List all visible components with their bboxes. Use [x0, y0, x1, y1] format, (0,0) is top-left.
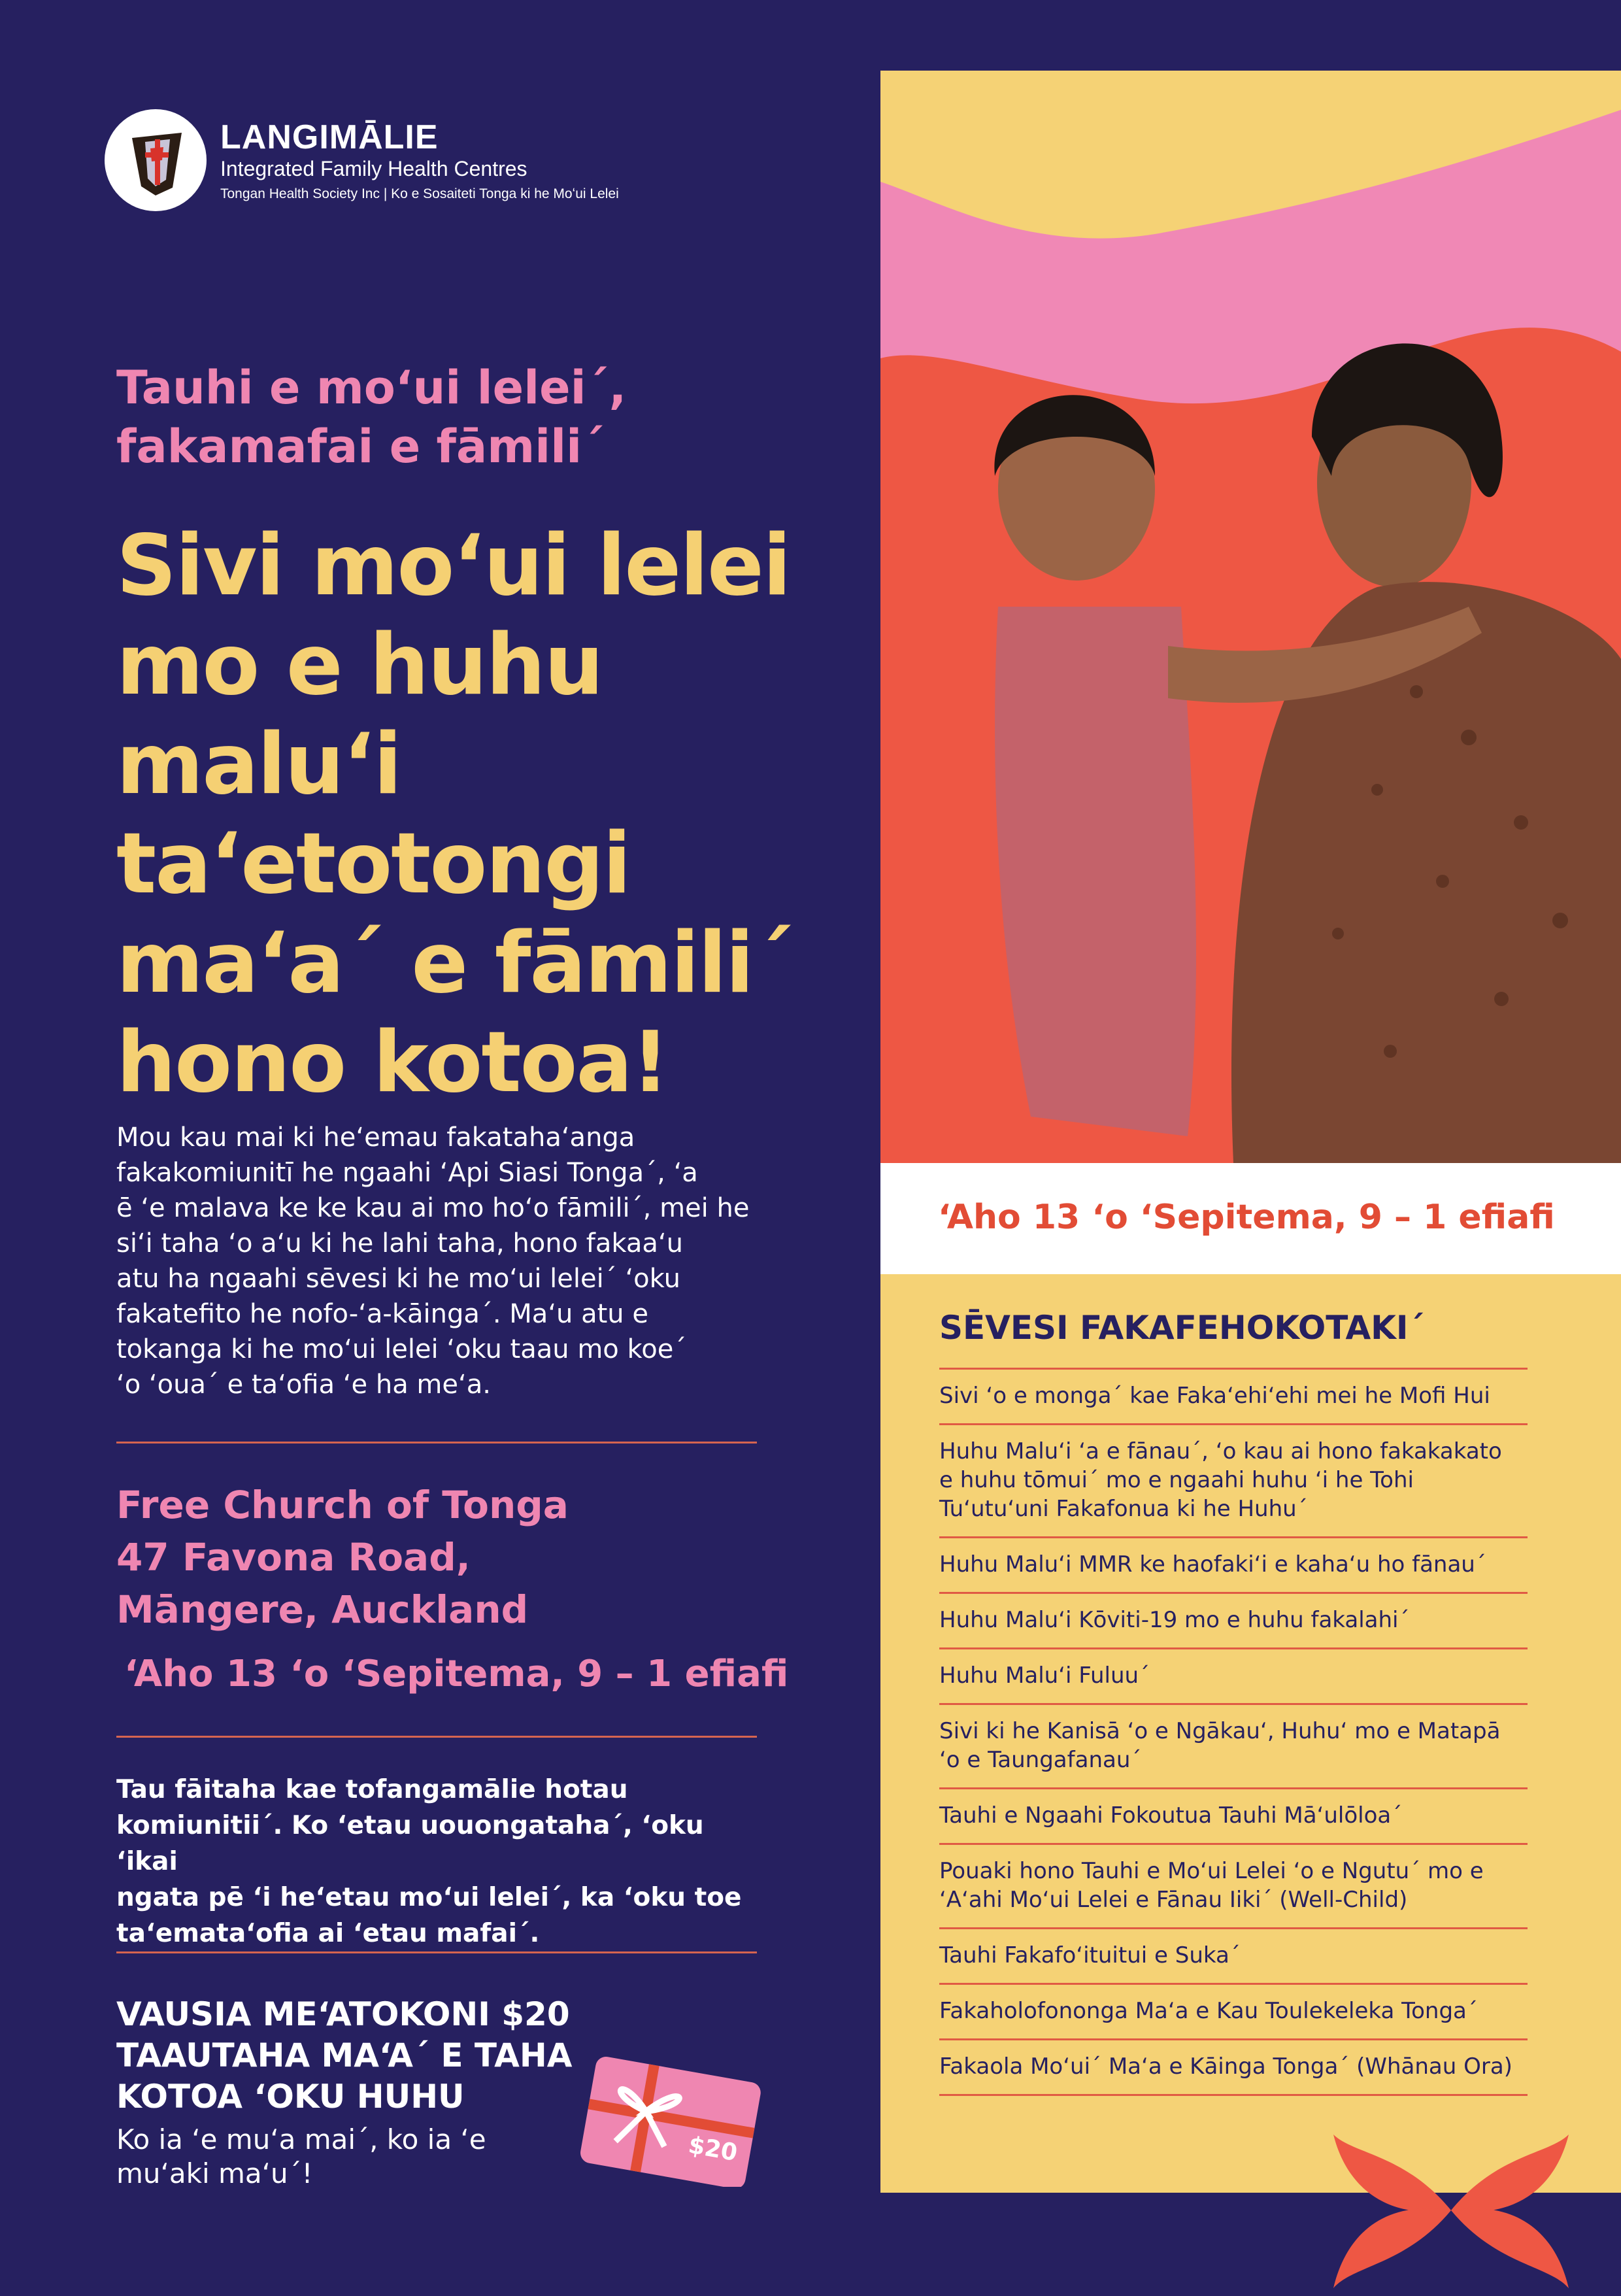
list-item: Sivi ʻo e mongaˊ kae Fakaʻehiʻehi mei he Mofi Hui: [939, 1368, 1528, 1423]
event-date-banner: ʻAho 13 ʻo ʻSepitema, 9 – 1 efiafi: [938, 1198, 1555, 1237]
list-item: Pouaki hono Tauhi e Moʻui Lelei ʻo e Ngutuˊ mo e ʻAʻahi Moʻui Lelei e Fānau Iikiˊ (Well-Child): [939, 1843, 1528, 1927]
list-item: Fakaholofononga Maʻa e Kau Toulekeleka Tongaˊ: [939, 1983, 1528, 2038]
list-item: Tauhi Fakafoʻituitui e Sukaˊ: [939, 1927, 1528, 1983]
list-item: Fakaola Moʻuiˊ Maʻa e Kāinga Tongaˊ (Whānau Ora): [939, 2038, 1528, 2096]
hero-photo: [880, 71, 1621, 1163]
flower-pattern-icon: [1327, 2128, 1575, 2293]
intro-paragraph: Mou kau mai ki heʻemau fakatahaʻanga fakakomiunitī he ngaahi ʻApi Siasi Tongaˊ, ʻa ē ʻe malava ke ke kau ai mo hoʻo fāmiliˊ, mei he siʻi taha ʻo aʻu ki he lahi taha, hono fakaaʻu atu ha ngaahi sēvesi ki he moʻui leleiˊ ʻoku fakatefito he nofo-ʻa-kāingaˊ. Maʻu atu e tokanga ki he moʻui lelei ʻoku taau mo koeˊ ʻo ʻouaˊ e taʻofia ʻe ha meʻa.: [116, 1123, 750, 1400]
community-paragraph: Tau fāitaha kae tofangamālie hotau komiunitiiˊ. Ko ʻetau uouongatahaˊ, ʻoku ʻikai ngata pē ʻi heʻetau moʻui leleiˊ, ka ʻoku toe taʻemataʻofia ai ʻetau mafaiˊ.: [116, 1775, 742, 1948]
divider: [116, 1736, 757, 1738]
flower-decoration: [1327, 2128, 1575, 2293]
list-item: Huhu Maluʻi Fuluuˊ: [939, 1647, 1528, 1703]
photo-illustration-icon: [880, 71, 1621, 1163]
list-item: Tauhi e Ngaahi Fokoutua Tauhi Māʻulōloaˊ: [939, 1787, 1528, 1843]
voucher-subtitle: Ko ia ʻe muʻa maiˊ, ko ia ʻe muʻaki maʻuˊ!: [116, 2123, 486, 2189]
divider: [116, 1442, 757, 1443]
list-item: Huhu Maluʻi MMR ke haofakiʻi e kahaʻu ho fānauˊ: [939, 1536, 1528, 1592]
services-list: [939, 1368, 1528, 2096]
logo-emblem-icon: [105, 109, 207, 211]
list-item: Sivi ki he Kanisā ʻo e Ngākauʻ, Huhuʻ mo e Matapā ʻo e Taungafanauˊ: [939, 1703, 1528, 1787]
logo-title: LANGIMĀLIE: [220, 118, 439, 156]
page-title: Sivi moʻui lelei mo e huhu maluʻi taʻetotongi maʻaˊ e fāmiliˊ hono kotoa!: [116, 517, 794, 1111]
event-date: ʻAho 13 ʻo ʻSepitema, 9 – 1 efiafi: [124, 1653, 789, 1695]
gift-card: [575, 2043, 771, 2187]
logo: [105, 109, 207, 211]
divider: [116, 1951, 757, 1953]
services-title: SĒVESI FAKAFEHOKOTAKIˊ: [939, 1309, 1425, 1347]
voucher-heading: VAUSIA MEʻATOKONI $20 TAAUTAHA MAʻAˊ E TAHA KOTOA ʻOKU HUHU: [116, 1995, 573, 2116]
list-item: Huhu Maluʻi ʻa e fānauˊ, ʻo kau ai hono fakakakato e huhu tōmuiˊ mo e ngaahi huhu ʻi he Tohi Tuʻutuʻuni Fakafonua ki he Huhuˊ: [939, 1423, 1528, 1536]
list-item: Huhu Maluʻi Kōviti-19 mo e huhu fakalahiˊ: [939, 1592, 1528, 1647]
tagline: Tauhi e moʻui leleiˊ, fakamafai e fāmiliˊ: [116, 361, 627, 473]
gift-card-amount: $20: [686, 2131, 740, 2167]
logo-subtitle: Integrated Family Health Centres: [220, 157, 527, 180]
gift-card-icon: [575, 2043, 771, 2187]
venue-address: Free Church of Tonga 47 Favona Road, Māngere, Auckland: [116, 1483, 569, 1632]
logo-org-line: Tongan Health Society Inc | Ko e Sosaiteti Tonga ki he Moʻui Lelei: [220, 186, 619, 201]
